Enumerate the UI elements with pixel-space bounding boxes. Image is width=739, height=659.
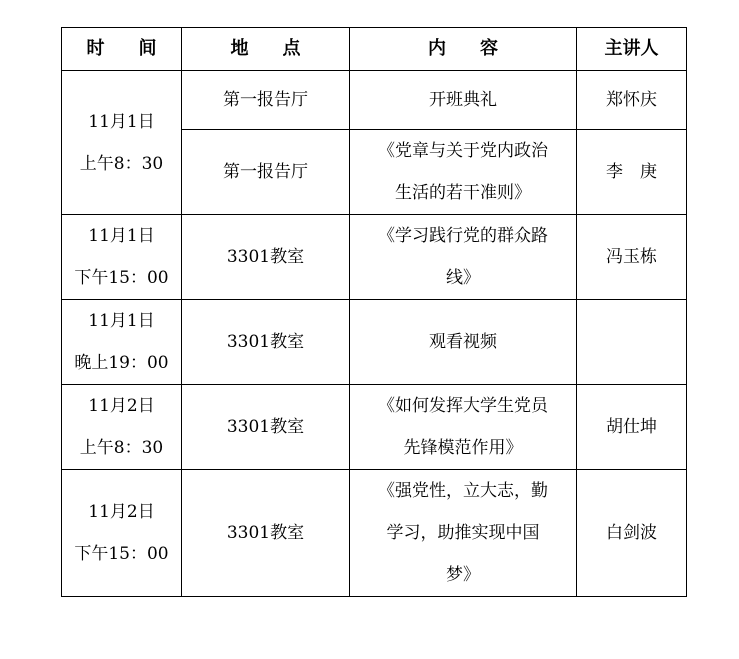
header-row (62, 28, 687, 71)
time-hour: 上午8：30 (79, 438, 164, 458)
content-cell (350, 130, 577, 215)
table-row (62, 385, 687, 470)
place-cell (182, 470, 350, 597)
content-line: 线》 (446, 268, 480, 288)
header-content-char-2: 容 (480, 38, 498, 59)
time-hour: 晚上19：00 (74, 353, 169, 373)
time-date: 11月2日 (88, 396, 155, 416)
content-line: 梦》 (446, 565, 480, 585)
table-row (62, 300, 687, 385)
speaker-cell (577, 470, 687, 597)
speaker-cell (577, 130, 687, 215)
place-cell (182, 385, 350, 470)
header-place (182, 28, 350, 71)
table-row (62, 215, 687, 300)
content-cell (350, 300, 577, 385)
table-row (62, 71, 687, 130)
speaker-name: 冯玉栋 (606, 247, 657, 267)
place-text: 3301教室 (226, 332, 305, 352)
speaker-name: 李 庚 (606, 162, 657, 182)
content-cell (350, 71, 577, 130)
time-date: 11月1日 (88, 226, 155, 246)
place-cell (182, 215, 350, 300)
content-line: 学习，助推实现中国 (386, 523, 540, 543)
speaker-cell (577, 215, 687, 300)
time-date: 11月1日 (88, 311, 155, 331)
content-line: 开班典礼 (429, 90, 497, 110)
content-line: 观看视频 (429, 332, 497, 352)
time-cell (62, 385, 182, 470)
header-time-char-2: 间 (138, 38, 157, 59)
time-hour: 下午15：00 (74, 544, 169, 564)
time-cell (62, 300, 182, 385)
table-row (62, 470, 687, 597)
header-speaker-label: 主讲人 (604, 38, 659, 59)
speaker-name: 白剑波 (606, 523, 657, 543)
speaker-cell (577, 385, 687, 470)
speaker-cell (577, 71, 687, 130)
time-date: 11月2日 (88, 502, 155, 522)
content-cell (350, 385, 577, 470)
content-cell (350, 470, 577, 597)
time-cell (62, 71, 182, 215)
place-text: 3301教室 (226, 417, 305, 437)
place-text: 第一报告厅 (223, 90, 308, 110)
place-cell (182, 130, 350, 215)
content-line: 生活的若干准则》 (395, 183, 531, 203)
place-cell (182, 300, 350, 385)
header-speaker (577, 28, 687, 71)
speaker-cell (577, 300, 687, 385)
content-line: 《如何发挥大学生党员 (378, 396, 548, 416)
content-cell (350, 215, 577, 300)
speaker-name: 胡仕坤 (606, 417, 657, 437)
place-text: 3301教室 (226, 247, 305, 267)
time-cell (62, 470, 182, 597)
time-cell (62, 215, 182, 300)
header-time-char-1: 时 (86, 38, 105, 59)
schedule-table (61, 27, 687, 597)
time-hour: 上午8：30 (79, 153, 164, 174)
content-line: 《学习践行党的群众路 (378, 226, 548, 246)
content-line: 《强党性，立大志，勤 (378, 481, 548, 501)
speaker-name: 郑怀庆 (606, 90, 657, 110)
content-line: 先锋模范作用》 (403, 438, 523, 458)
place-text: 3301教室 (226, 523, 305, 543)
header-content (350, 28, 577, 71)
header-place-char-1: 地 (230, 38, 249, 59)
content-line: 《党章与关于党内政治 (378, 141, 548, 161)
header-content-char-1: 内 (428, 38, 446, 59)
time-hour: 下午15：00 (74, 268, 169, 288)
time-date: 11月1日 (88, 111, 155, 132)
header-place-char-2: 点 (282, 38, 301, 59)
place-text: 第一报告厅 (223, 162, 308, 182)
place-cell (182, 71, 350, 130)
header-time (62, 28, 182, 71)
